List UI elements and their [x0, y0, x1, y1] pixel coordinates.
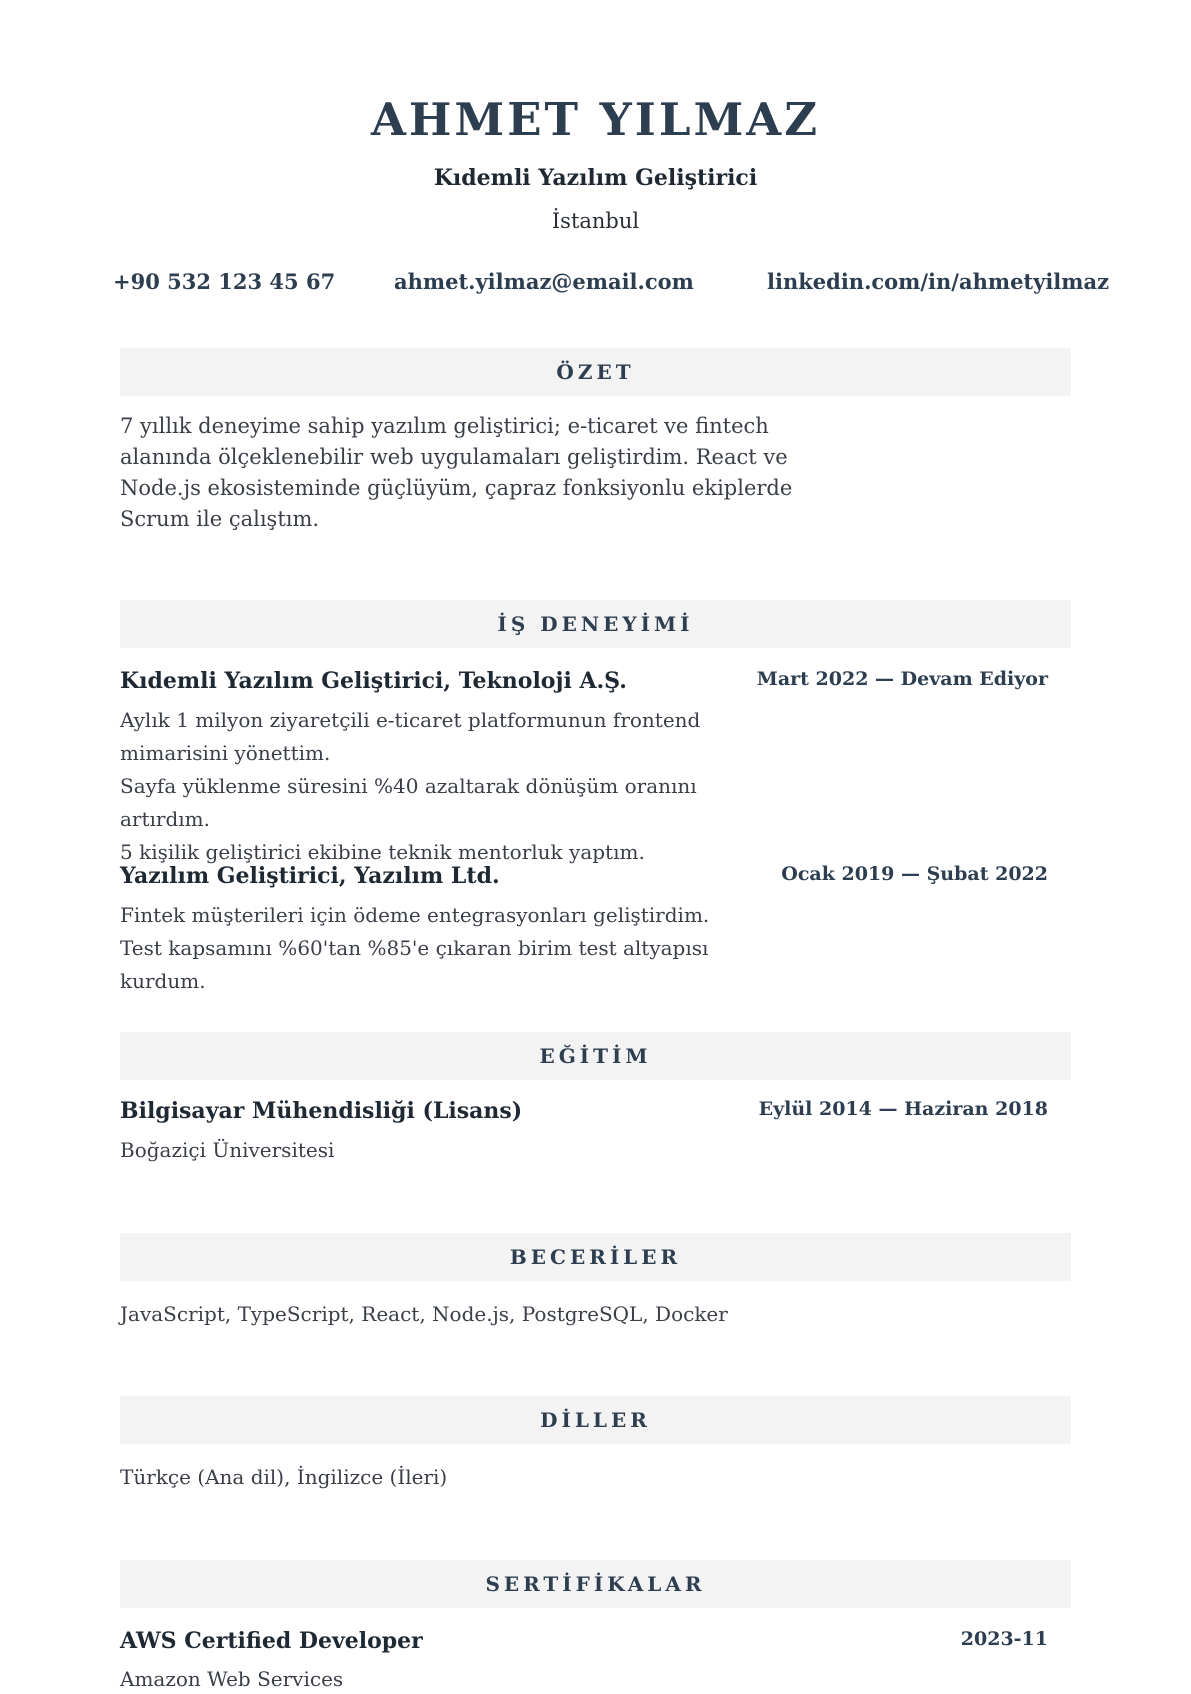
contact-phone: +90 532 123 45 67 [113, 269, 336, 294]
job-bullet: 5 kişilik geliştirici ekibine teknik mentorluk yaptım. [120, 840, 645, 864]
summary-text: 7 yıllık deneyime sahip yazılım geliştirici; e-ticaret ve fintech alanında ölçeklenebilir web uygulamaları geliştirdim. React ve Node.js ekosisteminde güçlüyüm, çapraz fonksiyonlu ekiplerde Scrum ile çalıştım. [120, 414, 793, 531]
job-bullet: Fintek müşterileri için ödeme entegrasyonları geliştirdim. [120, 903, 710, 927]
section-heading-skills: BECERİLER [120, 1233, 1071, 1281]
job-title: Kıdemli Yazılım Geliştirici, Teknoloji A.Ş. [120, 668, 627, 694]
school-name: Boğaziçi Üniversitesi [120, 1138, 335, 1162]
candidate-location: İstanbul [551, 209, 640, 233]
candidate-title: Kıdemli Yazılım Geliştirici [433, 165, 758, 191]
contact-linkedin: linkedin.com/in/ahmetyilmaz [767, 269, 1110, 294]
languages-text: Türkçe (Ana dil), İngilizce (İleri) [120, 1465, 448, 1489]
job-bullet: Aylık 1 milyon ziyaretçili e-ticaret platformunun frontend mimarisini yönettim. [120, 708, 701, 765]
certification-name: AWS Certified Developer [120, 1628, 423, 1654]
degree-dates: Eylül 2014 — Haziran 2018 [758, 1098, 1048, 1120]
certification-date: 2023-11 [960, 1628, 1048, 1650]
job-title: Yazılım Geliştirici, Yazılım Ltd. [120, 863, 500, 889]
section-heading-summary: ÖZET [120, 348, 1071, 396]
candidate-name: AHMET YILMAZ [370, 93, 821, 146]
section-heading-certifications: SERTİFİKALAR [120, 1560, 1071, 1608]
contact-email: ahmet.yilmaz@email.com [394, 269, 694, 294]
job-dates: Mart 2022 — Devam Ediyor [756, 668, 1048, 690]
job-bullets [120, 704, 780, 869]
job-bullets [120, 899, 780, 998]
certification-issuer: Amazon Web Services [120, 1667, 344, 1691]
degree-title: Bilgisayar Mühendisliği (Lisans) [120, 1098, 523, 1124]
job-bullet: Sayfa yüklenme süresini %40 azaltarak dönüşüm oranını artırdım. [120, 774, 697, 831]
skills-text: JavaScript, TypeScript, React, Node.js, PostgreSQL, Docker [120, 1302, 728, 1326]
section-heading-experience: İŞ DENEYİMİ [120, 600, 1071, 648]
job-dates: Ocak 2019 — Şubat 2022 [781, 863, 1048, 885]
section-heading-languages: DİLLER [120, 1396, 1071, 1444]
section-heading-education: EĞİTİM [120, 1032, 1071, 1080]
job-bullet: Test kapsamını %60'tan %85'e çıkaran birim test altyapısı kurdum. [120, 936, 709, 993]
